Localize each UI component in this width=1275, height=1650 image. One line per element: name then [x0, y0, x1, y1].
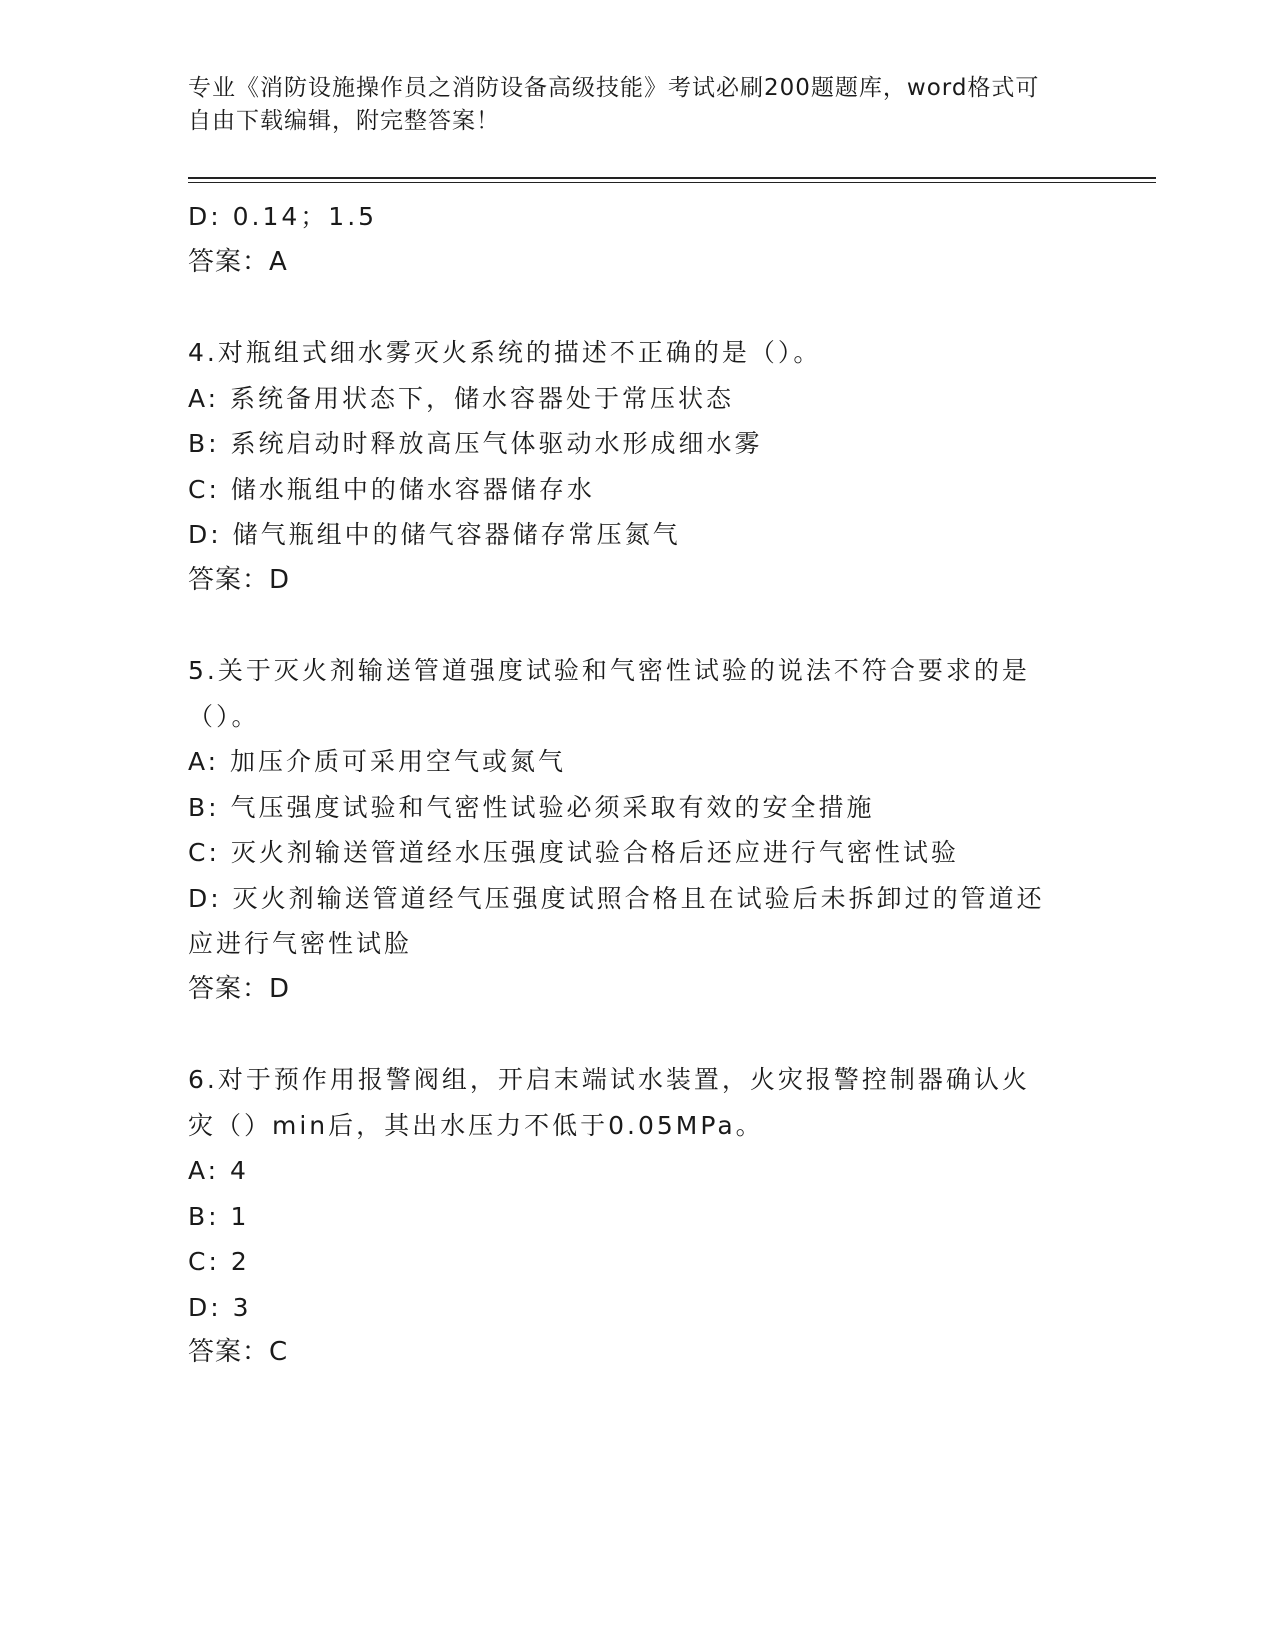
q5-option-d-line1: D: 灭火剂输送管道经气压强度试照合格且在试验后未拆卸过的管道还: [188, 883, 1045, 913]
question-list: [188, 194, 1088, 1376]
question-3-tail: [188, 194, 1088, 285]
spacer: [188, 285, 1088, 330]
spacer: [188, 1012, 1088, 1057]
q3-option-d: D: 0.14；1.5: [188, 202, 378, 231]
q4-option-d: D: 储气瓶组中的储气容器储存常压氮气: [188, 520, 681, 549]
q6-option-c: C: 2: [188, 1247, 250, 1276]
q4-answer: 答案：D: [188, 564, 291, 595]
q5-option-c: C: 灭火剂输送管道经水压强度试验合格后还应进行气密性试验: [188, 838, 959, 867]
q6-option-b: B: 1: [188, 1201, 250, 1231]
q4-stem: 4.对瓶组式细水雾灭火系统的描述不正确的是（）。: [188, 338, 822, 367]
q6-stem-line1: 6.对于预作用报警阀组，开启末端试水装置，火灾报警控制器确认火: [188, 1065, 1030, 1094]
q4-option-a: A: 系统备用状态下，储水容器处于常压状态: [188, 383, 735, 413]
header-divider-thick: [188, 177, 1156, 179]
q4-option-b: B: 系统启动时释放高压气体驱动水形成细水雾: [188, 429, 763, 458]
header-divider-thin: [188, 182, 1156, 183]
q3-answer: 答案：A: [188, 246, 288, 277]
question-5: [188, 648, 1088, 1012]
q5-option-d-line2: 应进行气密性试脸: [188, 929, 413, 958]
header-title-line1: 专业《消防设施操作员之消防设备高级技能》考试必刷200题题库，word格式可: [188, 75, 1040, 101]
question-4: [188, 330, 1088, 603]
q6-option-a: A: 4: [188, 1156, 249, 1185]
spacer: [188, 603, 1088, 648]
question-6: [188, 1057, 1088, 1376]
q5-option-a: A: 加压介质可采用空气或氮气: [188, 747, 567, 776]
q6-option-d: D: 3: [188, 1292, 252, 1322]
q5-stem-line2: （）。: [188, 701, 260, 731]
q5-option-b: B: 气压强度试验和气密性试验必须采取有效的安全措施: [188, 792, 875, 822]
q6-answer: 答案：C: [188, 1337, 289, 1367]
document-header: [188, 72, 1068, 138]
q6-stem-line2: 灾（）min后，其出水压力不低于0.05MPa。: [188, 1110, 764, 1140]
header-title-line2: 自由下载编辑，附完整答案！: [188, 108, 500, 134]
q5-stem-line1: 5.关于灭火剂输送管道强度试验和气密性试验的说法不符合要求的是: [188, 656, 1030, 685]
q4-option-c: C: 储水瓶组中的储水容器储存水: [188, 474, 595, 504]
q5-answer: 答案：D: [188, 973, 291, 1004]
